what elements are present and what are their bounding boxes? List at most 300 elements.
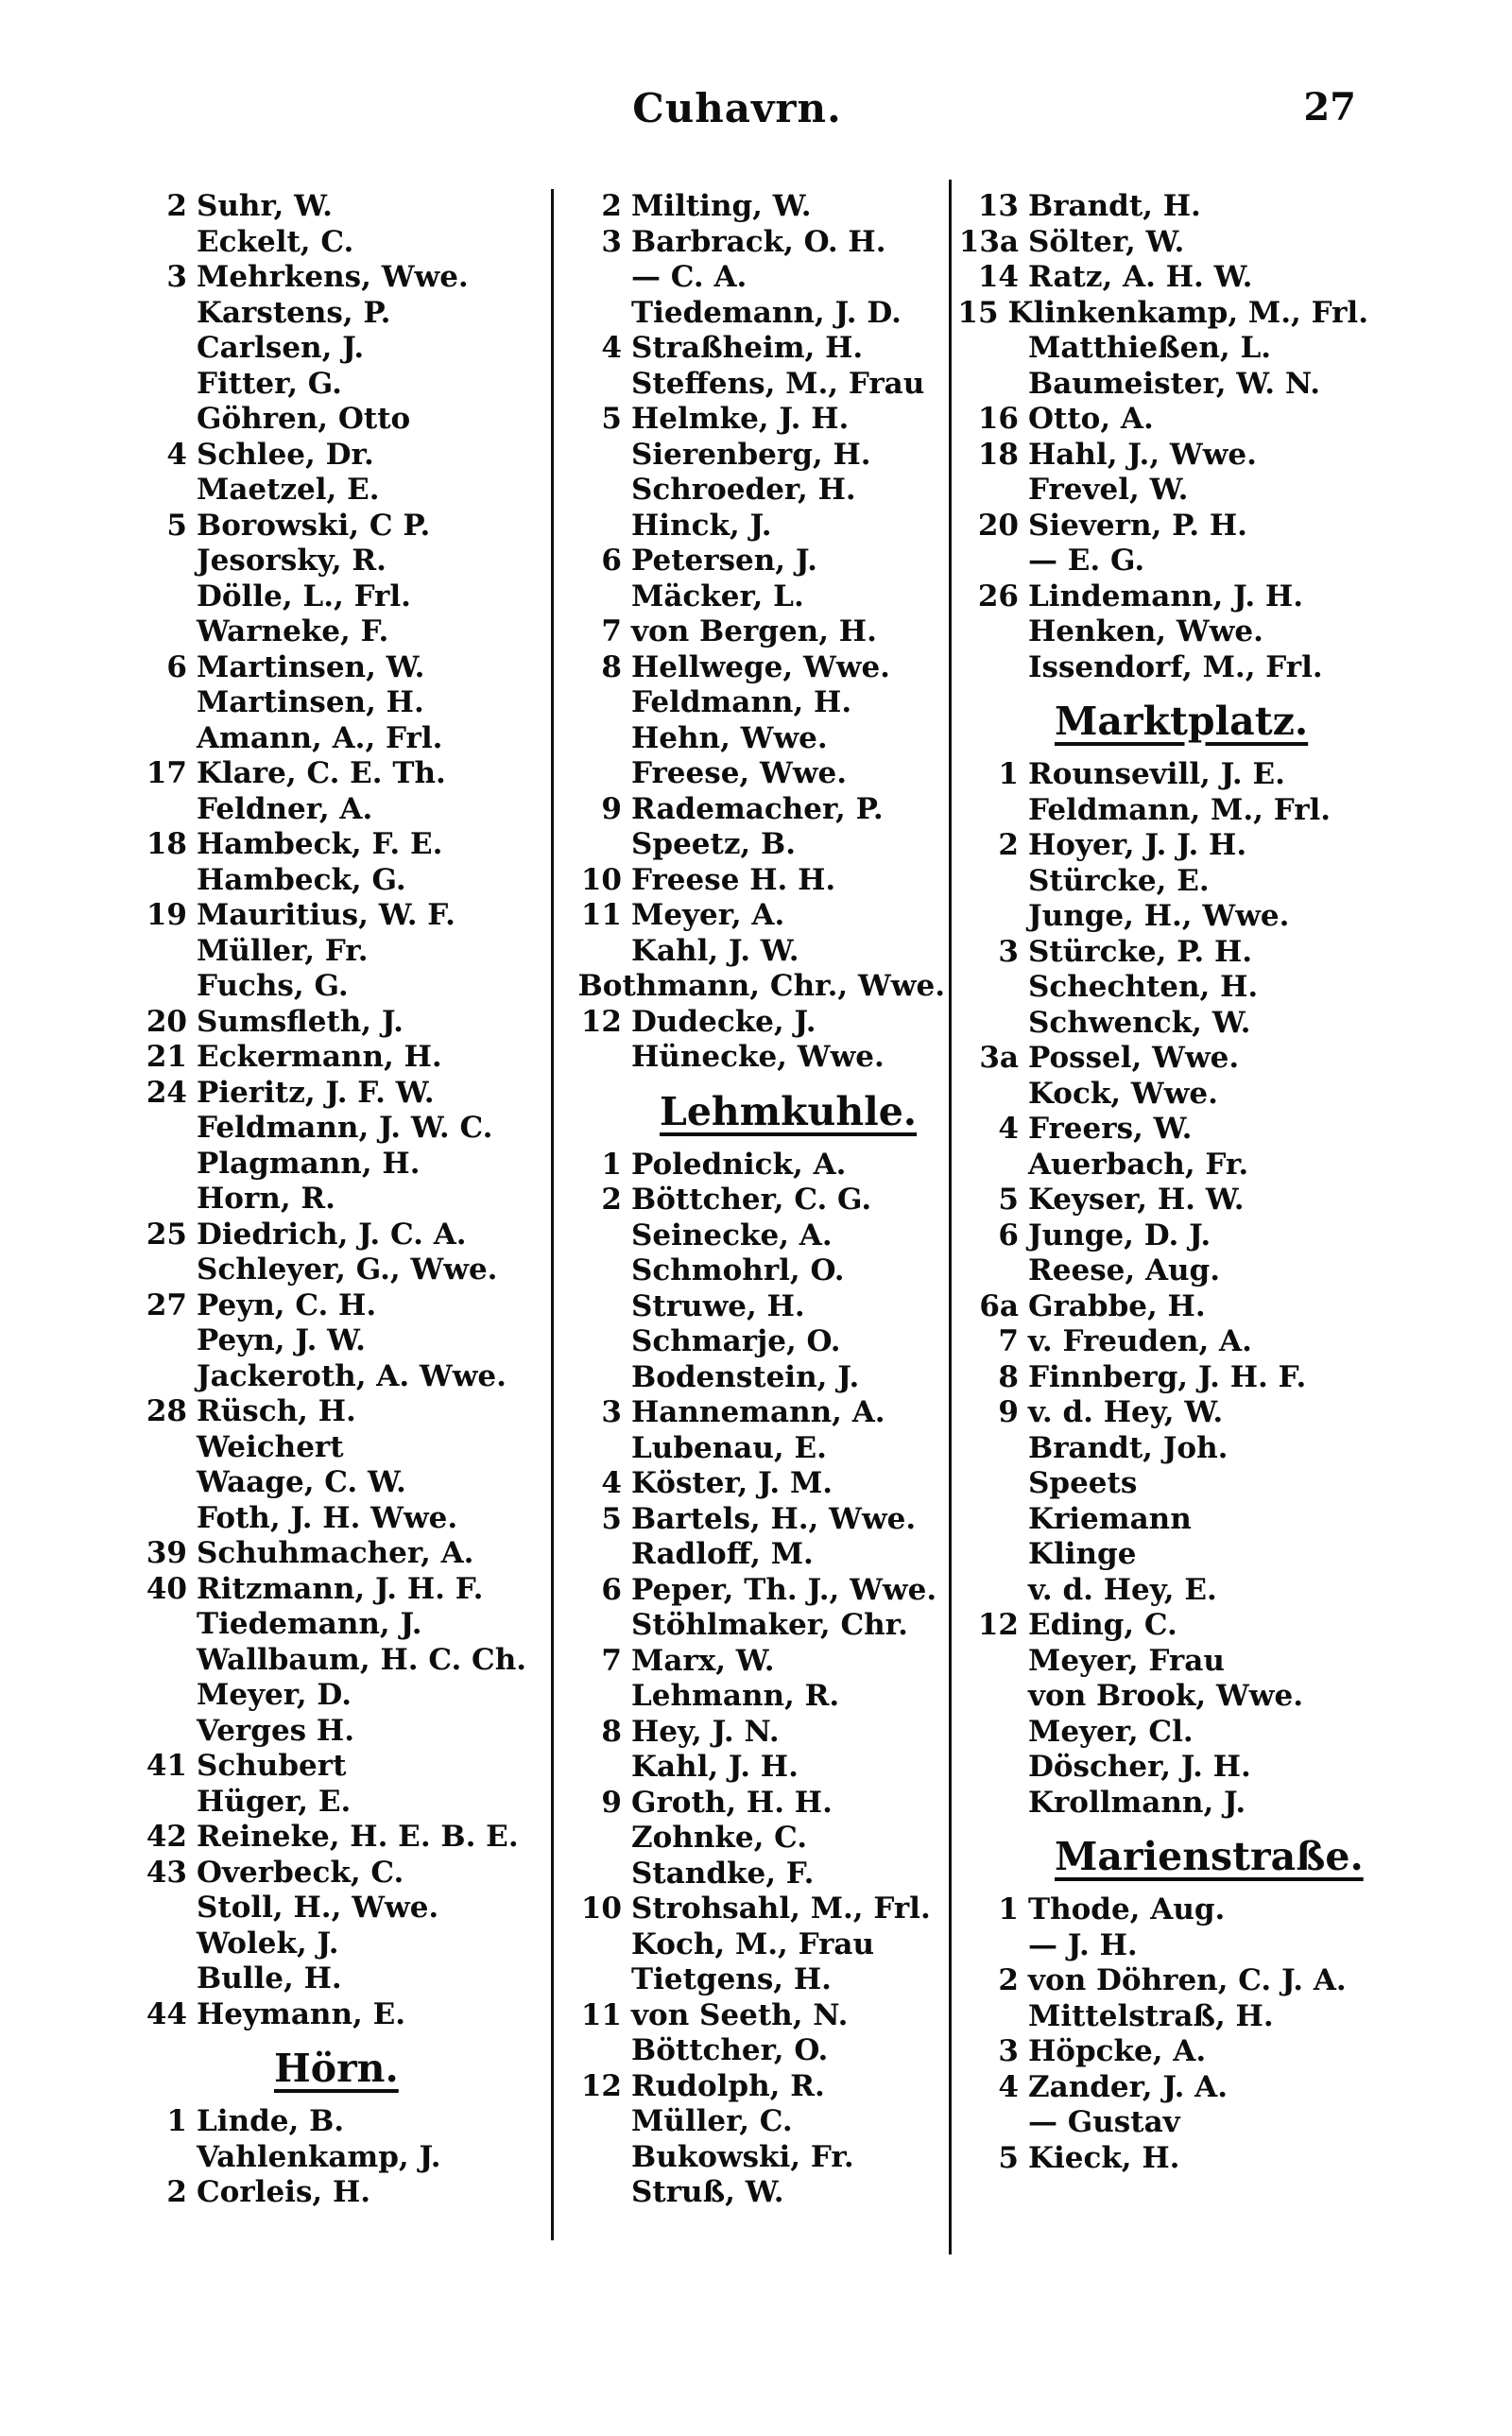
resident-name: Petersen, J. <box>631 544 817 578</box>
directory-entry <box>953 1715 1368 1751</box>
house-number: 6 <box>601 544 622 578</box>
resident-name: Müller, C. <box>631 2104 793 2138</box>
resident-name: Horn, R. <box>197 1182 335 1216</box>
directory-entry <box>556 969 945 1005</box>
directory-entry <box>0 1359 548 1395</box>
directory-entry <box>953 260 1368 296</box>
directory-entry <box>953 402 1368 438</box>
house-number: 19 <box>146 898 187 932</box>
resident-name: Barbrack, O. H. <box>631 224 886 259</box>
directory-entry <box>953 473 1368 509</box>
directory-entry <box>953 614 1368 650</box>
house-number <box>0 225 197 261</box>
directory-entry <box>556 792 945 828</box>
resident-name: Verges H. <box>197 1713 354 1748</box>
house-number <box>556 1821 631 1857</box>
house-number: 43 <box>146 1855 187 1890</box>
directory-entry <box>953 1218 1368 1254</box>
house-number: 27 <box>146 1287 187 1322</box>
house-number <box>953 1999 1028 2035</box>
resident-name: Hehn, Wwe. <box>631 720 828 755</box>
resident-name: Auerbach, Fr. <box>1028 1147 1249 1182</box>
directory-entry <box>556 260 945 296</box>
house-number <box>0 544 197 579</box>
resident-name: Tietgens, H. <box>631 1962 832 1996</box>
house-number <box>556 1750 631 1786</box>
house-number: 16 <box>977 402 1019 436</box>
directory-entry <box>0 1856 548 1892</box>
resident-name: Martinsen, W. <box>197 649 425 684</box>
house-number <box>0 1926 197 1962</box>
directory-entry <box>0 2175 548 2211</box>
resident-name: Sievern, P. H. <box>1028 508 1247 543</box>
directory-entry <box>0 1147 548 1183</box>
house-number <box>556 2175 631 2211</box>
directory-entry <box>556 1644 945 1680</box>
directory-entry <box>556 2175 945 2211</box>
house-number: 2 <box>166 189 187 223</box>
street-heading: Hörn. <box>274 2046 399 2091</box>
resident-name: Höpcke, A. <box>1028 2034 1207 2068</box>
resident-name: Krollmann, J. <box>1028 1785 1246 1820</box>
resident-name: Hünecke, Wwe. <box>631 1040 885 1074</box>
directory-entry <box>0 1714 548 1750</box>
house-number: 4 <box>998 2069 1019 2104</box>
resident-name: — J. H. <box>1028 1927 1138 1962</box>
house-number <box>0 579 197 615</box>
house-number <box>0 367 197 403</box>
house-number <box>556 721 631 757</box>
resident-name: Struwe, H. <box>631 1288 805 1323</box>
page-number: 27 <box>1303 85 1356 130</box>
house-number <box>953 1928 1028 1964</box>
house-number: 39 <box>146 1536 187 1570</box>
directory-entry <box>556 1998 945 2034</box>
resident-name: Tiedemann, J. <box>197 1607 422 1641</box>
house-number: 2 <box>601 189 622 223</box>
resident-name: Carlsen, J. <box>197 331 365 365</box>
directory-entry <box>0 1253 548 1288</box>
house-number <box>0 1643 197 1679</box>
house-number <box>0 1359 197 1395</box>
house-number <box>0 1607 197 1643</box>
house-number <box>0 1714 197 1750</box>
directory-entry <box>556 296 945 332</box>
resident-name: Stürcke, E. <box>1028 863 1210 898</box>
directory-entry <box>0 509 548 544</box>
house-number: 5 <box>998 2140 1019 2175</box>
resident-name: Wallbaum, H. C. Ch. <box>197 1642 527 1677</box>
resident-name: von Seeth, N. <box>631 1997 849 2032</box>
house-number <box>953 473 1028 509</box>
directory-entry <box>0 934 548 970</box>
house-number: 2 <box>166 2175 187 2209</box>
resident-name: Koch, M., Frau <box>631 1926 875 1961</box>
directory-entry <box>556 544 945 579</box>
directory-entry <box>556 2069 945 2105</box>
house-number: 3 <box>166 260 187 294</box>
resident-name: Stürcke, P. H. <box>1028 934 1253 969</box>
house-number: 2 <box>998 1963 1019 1997</box>
resident-name: Schmarje, O. <box>631 1324 841 1358</box>
house-number <box>0 1253 197 1288</box>
resident-name: Bothmann, Chr., Wwe. <box>577 969 945 1003</box>
resident-name: Mehrkens, Wwe. <box>197 260 469 294</box>
house-number <box>953 970 1028 1006</box>
house-number: 40 <box>146 1571 187 1606</box>
directory-entry <box>953 1537 1368 1573</box>
directory-entry <box>556 721 945 757</box>
resident-name: Stöhlmaker, Chr. <box>631 1608 908 1642</box>
resident-name: Rüsch, H. <box>197 1394 356 1428</box>
resident-name: Fuchs, G. <box>197 969 349 1003</box>
house-number <box>953 331 1028 367</box>
resident-name: Possel, Wwe. <box>1028 1041 1240 1075</box>
directory-entry <box>556 1750 945 1786</box>
resident-name: Plagmann, H. <box>197 1146 421 1181</box>
directory-entry <box>556 827 945 863</box>
house-number <box>556 756 631 792</box>
directory-entry <box>0 1926 548 1962</box>
resident-name: Rounsevill, J. E. <box>1028 757 1285 791</box>
house-number <box>953 1431 1028 1467</box>
column-3 <box>953 189 1368 2176</box>
resident-name: Ritzmann, J. H. F. <box>197 1571 484 1606</box>
directory-entry <box>0 1891 548 1926</box>
directory-entry <box>556 1466 945 1502</box>
resident-name: Hüger, E. <box>197 1784 352 1819</box>
column-2 <box>556 189 945 2211</box>
resident-name: Kieck, H. <box>1028 2140 1180 2175</box>
resident-name: Corleis, H. <box>197 2175 371 2209</box>
resident-name: Döscher, J. H. <box>1028 1750 1251 1784</box>
resident-name: Zohnke, C. <box>631 1821 808 1855</box>
house-number: 1 <box>998 757 1019 791</box>
resident-name: Ratz, A. H. W. <box>1028 260 1253 294</box>
directory-entry <box>556 1183 945 1218</box>
house-number <box>0 969 197 1005</box>
resident-name: Zander, J. A. <box>1028 2069 1228 2104</box>
street-heading: Marktplatz. <box>1055 699 1309 744</box>
resident-name: Jackeroth, A. Wwe. <box>197 1358 507 1393</box>
directory-entry <box>0 1430 548 1466</box>
directory-entry <box>556 1786 945 1822</box>
directory-entry <box>0 1040 548 1076</box>
directory-entry <box>953 1608 1368 1644</box>
directory-entry <box>556 509 945 544</box>
resident-name: Helmke, J. H. <box>631 402 850 436</box>
house-number: 12 <box>977 1608 1019 1642</box>
house-number <box>0 863 197 899</box>
directory-entry <box>953 1324 1368 1360</box>
resident-name: Wolek, J. <box>197 1926 339 1961</box>
house-number <box>953 1148 1028 1183</box>
house-number: 9 <box>601 791 622 826</box>
house-number <box>953 1537 1028 1573</box>
directory-entry <box>556 1857 945 1892</box>
house-number: 25 <box>146 1217 187 1252</box>
house-number <box>953 1502 1028 1538</box>
directory-entry <box>556 1395 945 1431</box>
directory-entry <box>0 863 548 899</box>
house-number <box>556 1608 631 1644</box>
house-number <box>0 614 197 650</box>
resident-name: Otto, A. <box>1028 402 1154 436</box>
resident-name: Feldner, A. <box>197 791 373 826</box>
resident-name: Rademacher, P. <box>631 791 884 826</box>
resident-name: Marx, W. <box>631 1643 775 1678</box>
resident-name: Bulle, H. <box>197 1961 342 1995</box>
directory-entry <box>556 2033 945 2069</box>
house-number: 8 <box>998 1359 1019 1394</box>
directory-entry <box>953 1786 1368 1822</box>
directory-entry <box>0 756 548 792</box>
house-number: 5 <box>166 508 187 543</box>
directory-entry <box>953 864 1368 900</box>
house-number <box>0 331 197 367</box>
house-number <box>556 367 631 403</box>
resident-name: Hey, J. N. <box>631 1714 780 1749</box>
resident-name: Suhr, W. <box>197 189 333 223</box>
directory-entry <box>0 1218 548 1253</box>
house-number <box>953 614 1028 650</box>
resident-name: Borowski, C P. <box>197 508 431 543</box>
resident-name: Hambeck, F. E. <box>197 827 443 861</box>
house-number: 13 <box>977 189 1019 223</box>
column-divider <box>949 180 952 2255</box>
directory-entry <box>556 863 945 899</box>
house-number <box>556 1537 631 1573</box>
house-number <box>556 1962 631 1998</box>
house-number <box>953 1466 1028 1502</box>
house-number <box>556 509 631 544</box>
house-number: 3 <box>998 2034 1019 2068</box>
directory-entry <box>556 1218 945 1254</box>
house-number <box>556 1360 631 1396</box>
resident-name: Müller, Fr. <box>197 933 369 968</box>
directory-entry <box>556 1040 945 1076</box>
house-number <box>953 1715 1028 1751</box>
directory-entry <box>0 367 548 403</box>
house-number <box>0 1430 197 1466</box>
directory-entry <box>556 1679 945 1715</box>
resident-name: Kriemann <box>1028 1501 1192 1536</box>
resident-name: Frevel, W. <box>1028 473 1189 507</box>
house-number: 8 <box>601 649 622 684</box>
directory-entry <box>556 1573 945 1609</box>
resident-name: Foth, J. H. Wwe. <box>197 1500 458 1535</box>
house-number <box>953 650 1028 686</box>
directory-entry <box>953 935 1368 971</box>
directory-entry <box>0 1678 548 1714</box>
resident-name: Struß, W. <box>631 2175 784 2209</box>
house-number <box>0 1501 197 1537</box>
house-number: 10 <box>580 1892 622 1926</box>
directory-entry <box>0 1005 548 1041</box>
house-number <box>556 1253 631 1289</box>
house-number: 41 <box>146 1749 187 1783</box>
house-number: 11 <box>580 898 622 932</box>
directory-entry <box>0 473 548 509</box>
house-number <box>0 473 197 509</box>
resident-name: Finnberg, J. H. F. <box>1028 1359 1307 1394</box>
resident-name: Warneke, F. <box>197 614 389 648</box>
resident-name: Heymann, E. <box>197 1996 405 2031</box>
directory-entry <box>0 544 548 579</box>
directory-entry <box>0 331 548 367</box>
house-number: 1 <box>998 1892 1019 1926</box>
resident-name: Feldmann, H. <box>631 685 852 719</box>
resident-name: Rudolph, R. <box>631 2068 825 2103</box>
directory-entry <box>953 1892 1368 1928</box>
directory-entry <box>556 685 945 721</box>
house-number <box>0 792 197 828</box>
house-number <box>556 2033 631 2069</box>
resident-name: Peper, Th. J., Wwe. <box>631 1572 937 1607</box>
resident-name: Hoyer, J. J. H. <box>1028 828 1247 862</box>
house-number: 4 <box>166 437 187 472</box>
resident-name: Brandt, H. <box>1028 189 1201 223</box>
resident-name: Kahl, J. W. <box>631 933 799 968</box>
house-number: 18 <box>146 827 187 861</box>
house-number <box>0 402 197 438</box>
house-number <box>556 1289 631 1325</box>
directory-entry <box>953 1466 1368 1502</box>
house-number: 12 <box>580 2068 622 2103</box>
resident-name: v. d. Hey, W. <box>1028 1395 1224 1429</box>
resident-name: Schubert <box>197 1749 347 1783</box>
directory-entry <box>953 1928 1368 1964</box>
directory-entry <box>953 579 1368 615</box>
house-number <box>0 1678 197 1714</box>
directory-entry <box>556 579 945 615</box>
directory-entry <box>0 438 548 474</box>
directory-entry <box>0 1820 548 1856</box>
resident-name: Schleyer, G., Wwe. <box>197 1253 498 1287</box>
directory-entry <box>953 1041 1368 1077</box>
house-number <box>0 721 197 757</box>
directory-entry <box>0 296 548 332</box>
house-number: 4 <box>601 1466 622 1500</box>
house-number <box>556 827 631 863</box>
house-number <box>953 1679 1028 1715</box>
directory-entry <box>953 225 1368 261</box>
house-number <box>953 2105 1028 2141</box>
resident-name: Matthießen, L. <box>1028 331 1272 365</box>
resident-name: Vahlenkamp, J. <box>197 2139 441 2174</box>
house-number <box>556 1040 631 1076</box>
directory-entry <box>953 1750 1368 1786</box>
house-number <box>556 1679 631 1715</box>
directory-entry <box>0 2140 548 2176</box>
directory-entry <box>556 1821 945 1857</box>
house-number: 4 <box>601 331 622 365</box>
house-number <box>953 1573 1028 1609</box>
house-number: 5 <box>998 1183 1019 1217</box>
resident-name: Göhren, Otto <box>197 402 411 436</box>
resident-name: Straßheim, H. <box>631 331 864 365</box>
house-number <box>556 685 631 721</box>
directory-entry <box>953 1253 1368 1289</box>
resident-name: Dölle, L., Frl. <box>197 579 411 613</box>
directory-entry <box>0 1607 548 1643</box>
directory-entry <box>953 1431 1368 1467</box>
directory-entry <box>0 1182 548 1218</box>
house-number: 10 <box>580 862 622 897</box>
resident-name: Freese H. H. <box>631 862 836 897</box>
house-number: 5 <box>601 402 622 436</box>
directory-entry <box>953 899 1368 935</box>
directory-entry <box>0 225 548 261</box>
resident-name: Karstens, P. <box>197 295 391 330</box>
house-number <box>556 296 631 332</box>
resident-name: Kahl, J. H. <box>631 1750 799 1784</box>
directory-entry <box>953 1006 1368 1042</box>
house-number <box>0 1465 197 1501</box>
resident-name: Thode, Aug. <box>1028 1892 1226 1926</box>
resident-name: Hinck, J. <box>631 508 772 543</box>
resident-name: Schroeder, H. <box>631 473 856 507</box>
house-number <box>556 934 631 970</box>
resident-name: Tiedemann, J. D. <box>631 295 902 330</box>
resident-name: Hellwege, Wwe. <box>631 649 890 684</box>
resident-name: Strohsahl, M., Frl. <box>631 1892 931 1926</box>
resident-name: Mäcker, L. <box>631 579 804 613</box>
resident-name: Milting, W. <box>631 189 812 223</box>
resident-name: v. Freuden, A. <box>1028 1324 1252 1358</box>
house-number <box>0 685 197 721</box>
house-number: 12 <box>580 1004 622 1039</box>
resident-name: von Brook, Wwe. <box>1028 1679 1303 1713</box>
house-number: 15 <box>957 295 999 330</box>
directory-entry <box>0 1465 548 1501</box>
directory-entry <box>0 614 548 650</box>
house-number <box>953 367 1028 403</box>
directory-entry <box>953 296 1368 332</box>
directory-entry <box>556 650 945 686</box>
directory-entry <box>953 1148 1368 1183</box>
directory-entry <box>0 1076 548 1112</box>
resident-name: Feldmann, J. W. C. <box>197 1111 493 1145</box>
resident-name: Schwenck, W. <box>1028 1005 1251 1040</box>
directory-entry <box>0 2104 548 2140</box>
house-number <box>556 260 631 296</box>
directory-entry <box>556 1537 945 1573</box>
house-number: 6 <box>998 1218 1019 1253</box>
house-number <box>953 793 1028 829</box>
directory-entry <box>556 934 945 970</box>
resident-name: Böttcher, O. <box>631 2033 829 2067</box>
resident-name: Issendorf, M., Frl. <box>1028 649 1323 684</box>
house-number: 9 <box>998 1395 1019 1429</box>
house-number: 13a <box>958 224 1019 259</box>
resident-name: Klare, C. E. Th. <box>197 756 446 790</box>
directory-entry <box>953 1360 1368 1396</box>
resident-name: Meyer, A. <box>631 898 785 932</box>
directory-entry <box>556 756 945 792</box>
directory-entry <box>556 1502 945 1538</box>
resident-name: Pieritz, J. F. W. <box>197 1075 435 1110</box>
resident-name: Bartels, H., Wwe. <box>631 1501 917 1536</box>
directory-entry <box>556 367 945 403</box>
house-number <box>556 1927 631 1963</box>
house-number: 2 <box>601 1183 622 1217</box>
directory-entry <box>556 1715 945 1751</box>
resident-name: Steffens, M., Frau <box>631 366 925 401</box>
house-number <box>0 1323 197 1359</box>
house-number <box>953 864 1028 900</box>
directory-entry <box>0 1749 548 1785</box>
